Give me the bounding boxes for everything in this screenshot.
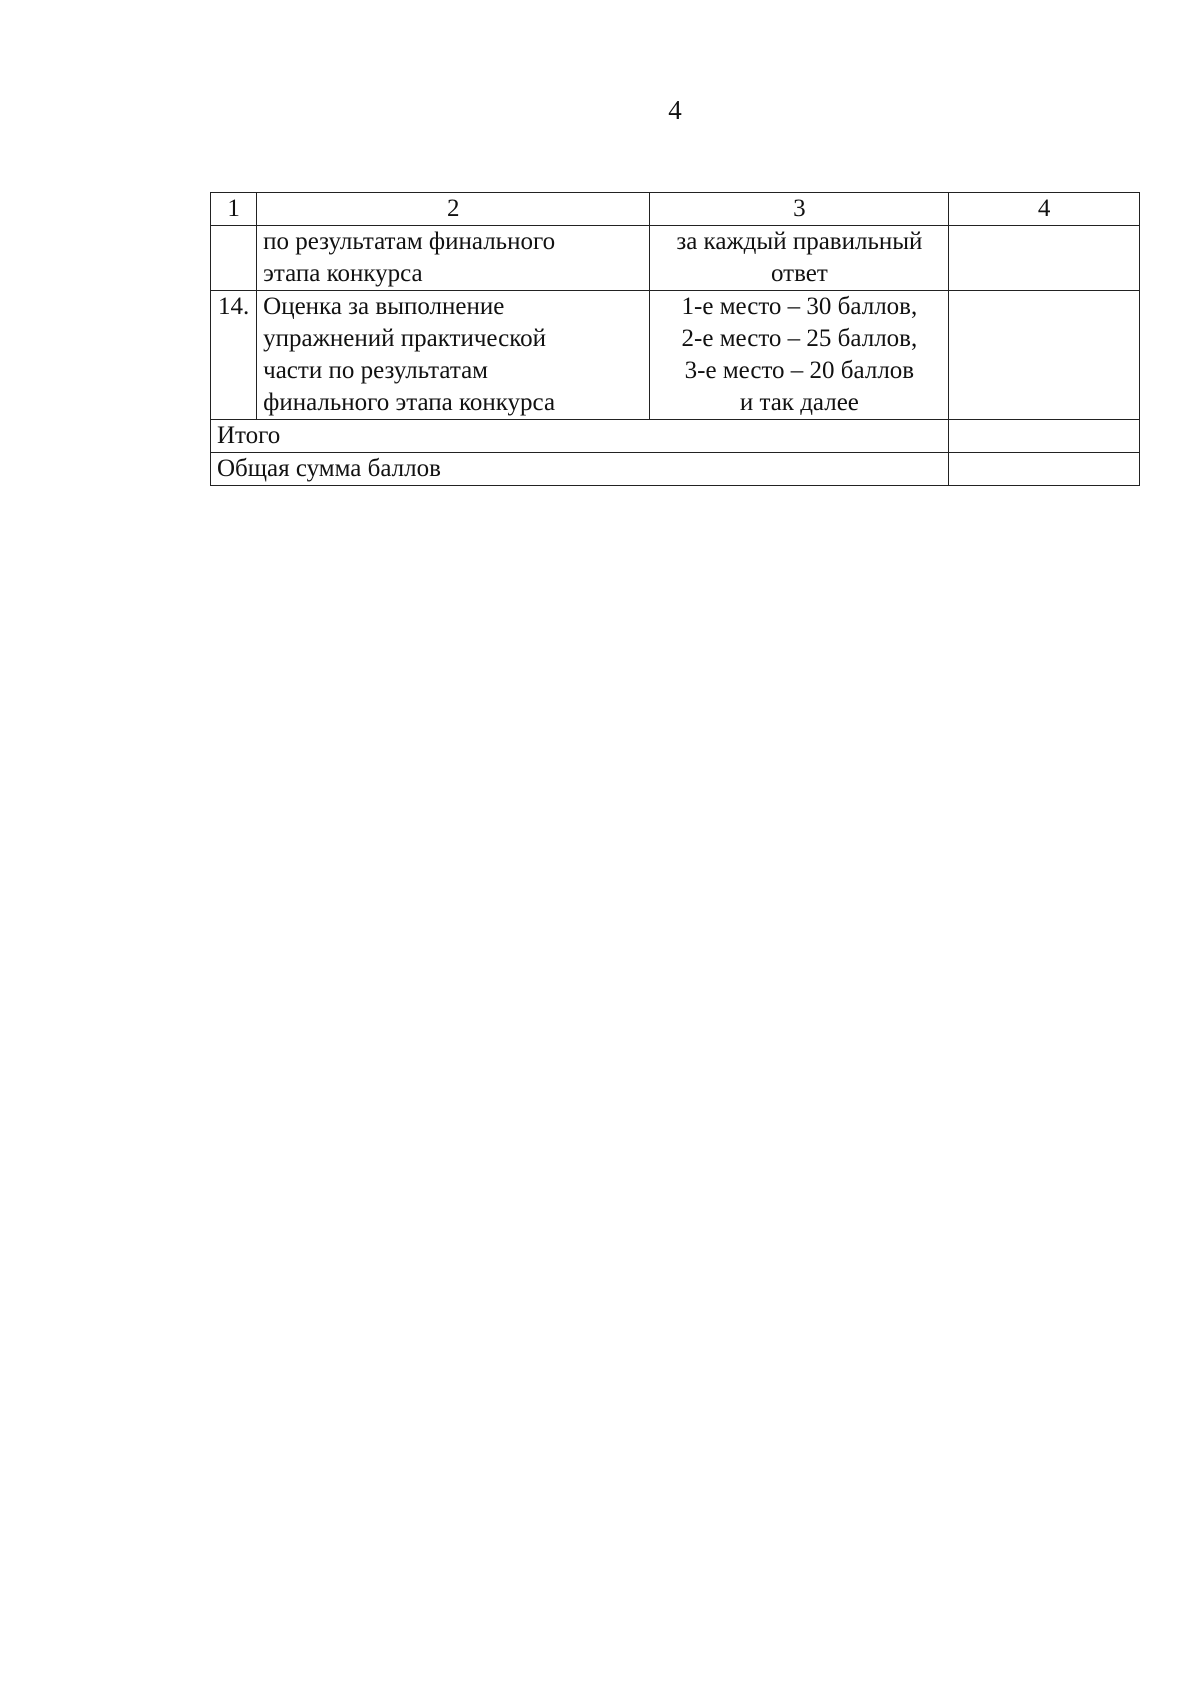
points-line: и так далее — [739, 389, 859, 416]
criterion-line: Оценка за выполнение — [263, 293, 505, 320]
summary-label: Общая сумма баллов — [211, 453, 949, 486]
criterion-cell — [257, 226, 650, 291]
criterion-line: по результатам финального — [263, 228, 556, 255]
table-row — [211, 226, 1140, 291]
table-row — [211, 291, 1140, 420]
score-cell — [949, 291, 1140, 420]
summary-row-total — [211, 420, 1140, 453]
score-cell — [949, 226, 1140, 291]
points-cell — [650, 291, 949, 420]
criterion-line: упражнений практической — [263, 325, 546, 352]
page-number: 4 — [668, 95, 682, 125]
points-line: 3-е место – 20 баллов — [684, 357, 915, 384]
points-line: 1-е место – 30 баллов, — [681, 293, 918, 320]
table-header-row — [211, 193, 1140, 226]
criterion-line: этапа конкурса — [263, 260, 423, 287]
row-number-cell — [211, 226, 257, 291]
header-cell-2: 2 — [257, 193, 650, 226]
criterion-line: части по результатам — [263, 357, 488, 384]
criterion-line: финального этапа конкурса — [263, 389, 556, 416]
row-number-cell: 14. — [211, 291, 257, 420]
summary-row-grand-total — [211, 453, 1140, 486]
score-table — [210, 192, 1140, 486]
header-cell-4: 4 — [949, 193, 1140, 226]
summary-value — [949, 453, 1140, 486]
points-cell — [650, 226, 949, 291]
points-line: за каждый правильный — [676, 228, 923, 255]
points-line: 2-е место – 25 баллов, — [681, 325, 918, 352]
header-cell-3: 3 — [650, 193, 949, 226]
criterion-cell — [257, 291, 650, 420]
summary-value — [949, 420, 1140, 453]
points-line: ответ — [770, 260, 828, 287]
header-cell-1: 1 — [211, 193, 257, 226]
summary-label: Итого — [211, 420, 949, 453]
